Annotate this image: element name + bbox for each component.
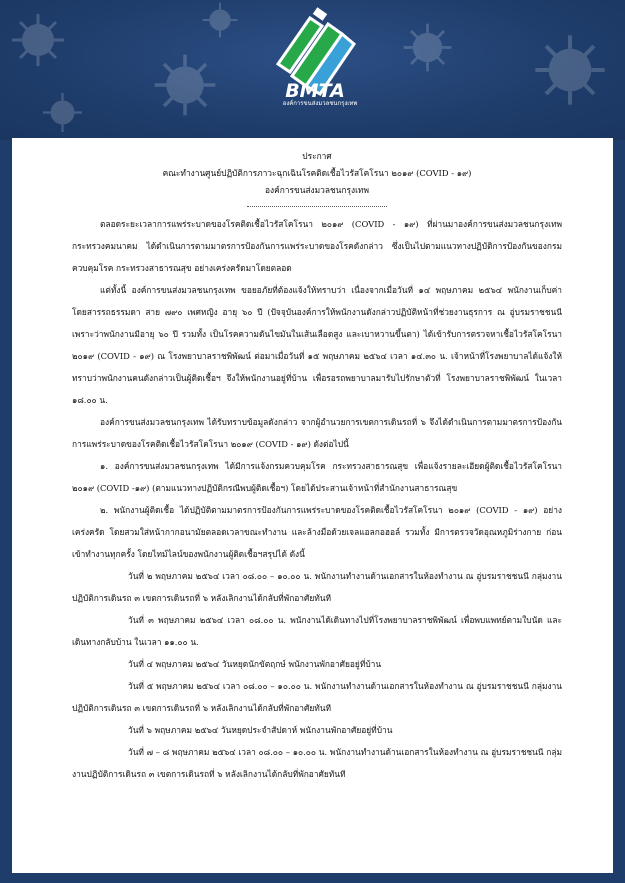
announcement-header	[72, 148, 562, 199]
header-banner	[0, 0, 625, 140]
announcement-content	[72, 148, 562, 785]
timeline-item: วันที่ ๖ พฤษภาคม ๒๕๖๔ วันหยุดประจำสัปดาห์ พนักงานพักอาศัยอยู่ที่บ้าน	[128, 725, 393, 735]
timeline-item: วันที่ ๔ พฤษภาคม ๒๕๖๔ วันหยุดนักขัตฤกษ์ พนักงานพักอาศัยอยู่ที่บ้าน	[128, 659, 382, 669]
paragraph: ๒. พนักงานผู้ติดเชื้อ ได้ปฏิบัติตามมาตรการป้องกันการแพร่ระบาดของโรคติดเชื้อไวรัสโคโรนา ๒๐๑๙ (COVID - ๑๙) อย่างเคร่งครัด โดยสวมใส่หน้ากากอนามัยตลอดเวลาขณะทำงาน และล้างมือด้วยเจลแอลกอฮอล์ รวมทั้ง มีการตรวจวัดอุณหภูมิร่างกาย ก่อนเข้าทำงานทุกครั้ง โดยไทม์ไลน์ของพนักงานผู้ติดเชื้อฯสรุปได้ ดังนี้	[72, 505, 562, 559]
paragraph: ๑. องค์การขนส่งมวลชนกรุงเทพ ได้มีการแจ้งกรมควบคุมโรค กระทรวงสาธารณสุข เพื่อแจ้งรายละเอียดผู้ติดเชื้อไวรัสโคโรนา ๒๐๑๙ (COVID -๑๙) (ตามแนวทางปฏิบัติกรณีพบผู้ติดเชื้อฯ) โดยได้ประสานเจ้าหน้าที่สำนักงานสาธารณสุข	[72, 461, 562, 493]
announcement-subtitle: คณะทำงานศูนย์ปฏิบัติการภาวะฉุกเฉินโรคติดเชื้อไวรัสโคโรนา ๒๐๑๙ (COVID - ๑๙)	[162, 168, 472, 178]
divider	[247, 202, 387, 207]
timeline-item: วันที่ ๓ พฤษภาคม ๒๕๖๔ เวลา ๐๘.๐๐ น. พนักงานได้เดินทางไปที่โรงพยาบาลราชพิพัฒน์ เพื่อพบแพทย์ตามใบนัด และเดินทางกลับบ้าน ในเวลา ๑๑.๐๐ น.	[72, 615, 562, 647]
virus-decoration-icon	[530, 30, 610, 110]
logo-caption: องค์การขนส่งมวลชนกรุงเทพ	[282, 100, 358, 107]
virus-decoration-icon	[8, 10, 68, 70]
paragraph: ตลอดระยะเวลาการแพร่ระบาดของโรคติดเชื้อไวรัสโคโรนา ๒๐๑๙ (COVID - ๑๙) ที่ผ่านมาองค์การขนส่งมวลชนกรุงเทพ กระทรวงคมนาคม ได้ดำเนินการตามมาตรการป้องกันการแพร่ระบาดของโรคดังกล่าว ซึ่งเป็นไปตามแนวทางปฏิบัติการป้องกันของกรมควบคุมโรค กระทรวงสาธารณสุข อย่างเคร่งครัดมาโดยตลอด	[72, 219, 562, 273]
virus-decoration-icon	[400, 20, 455, 75]
announcement-paper	[12, 138, 613, 873]
announcement-organization: องค์การขนส่งมวลชนกรุงเทพ	[265, 185, 369, 195]
timeline-item: วันที่ ๒ พฤษภาคม ๒๕๖๔ เวลา ๐๘.๐๐ – ๑๐.๐๐ น. พนักงานทำงานด้านเอกสารในห้องทำงาน ณ อู่บรมราชชนนี กลุ่มงานปฏิบัติการเดินรถ ๓ เขตการเดินรถที่ ๖ หลังเลิกงานได้กลับที่พักอาศัยทันที	[72, 571, 562, 603]
announcement-heading: ประกาศ	[302, 151, 332, 161]
virus-decoration-icon	[150, 50, 220, 120]
virus-decoration-icon	[40, 90, 85, 135]
paragraph: องค์การขนส่งมวลชนกรุงเทพ ได้รับทราบข้อมูลดังกล่าว จากผู้อำนวยการเขตการเดินรถที่ ๖ จึงได้ดำเนินการตามมาตรการป้องกันการแพร่ระบาดของโรคติดเชื้อไวรัสโคโรนา ๒๐๑๙ (COVID - ๑๙) ดังต่อไปนี้	[72, 417, 562, 449]
virus-decoration-icon	[200, 0, 240, 40]
timeline-item: วันที่ ๕ พฤษภาคม ๒๕๖๔ เวลา ๐๘.๐๐ – ๑๐.๐๐ น. พนักงานทำงานด้านเอกสารในห้องทำงาน ณ อู่บรมราชชนนี กลุ่มงานปฏิบัติการเดินรถ ๓ เขตการเดินรถที่ ๖ หลังเลิกงานได้กลับที่พักอาศัยทันที	[72, 681, 562, 713]
timeline-item: วันที่ ๗ – ๘ พฤษภาคม ๒๕๖๔ เวลา ๐๘.๐๐ – ๑๐.๐๐ น. พนักงานทำงานด้านเอกสารในห้องทำงาน ณ อู่บรมราชชนนี กลุ่มงานปฏิบัติการเดินรถ ๓ เขตการเดินรถที่ ๖ หลังเลิกงานได้กลับที่พักอาศัยทันที	[72, 747, 562, 779]
logo-text: BMTA	[285, 80, 345, 102]
paragraph: แต่ทั้งนี้ องค์การขนส่งมวลชนกรุงเทพ ขอยอภัยที่ต้องแจ้งให้ทราบว่า เนื่องจากเมื่อวันที่ ๑๔ พฤษภาคม ๒๕๖๔ พนักงานเก็บค่าโดยสารรถธรรมดา สาย ๗๙๐ เพศหญิง อายุ ๖๐ ปี (ปัจจุบันองค์การให้พนักงานดังกล่าวปฏิบัติหน้าที่ช่วยงานธุรการ ณ อู่บรมราชชนนี เพราะว่าพนักงานมีอายุ ๖๐ ปี รวมทั้ง เป็นโรคความดันไขมันในเส้นเลือดสูง และเบาหวานขึ้นตา) ได้เข้ารับการตรวจหาเชื้อไวรัสโคโรนา ๒๐๑๙ (COVID - ๑๙) ณ โรงพยาบาลราชพิพัฒน์ ต่อมาเมื่อวันที่ ๑๕ พฤษภาคม ๒๕๖๔ เวลา ๑๔.๓๐ น. เจ้าหน้าที่โรงพยาบาลได้แจ้งให้ทราบว่าพนักงานคนดังกล่าวเป็นผู้ติดเชื้อฯ จึงให้พนักงานอยู่ที่บ้าน เพื่อรอรถพยาบาลมารับไปรักษาตัวที่ โรงพยาบาลราชพิพัฒน์ ในเวลา ๑๘.๐๐ น.	[72, 285, 562, 405]
